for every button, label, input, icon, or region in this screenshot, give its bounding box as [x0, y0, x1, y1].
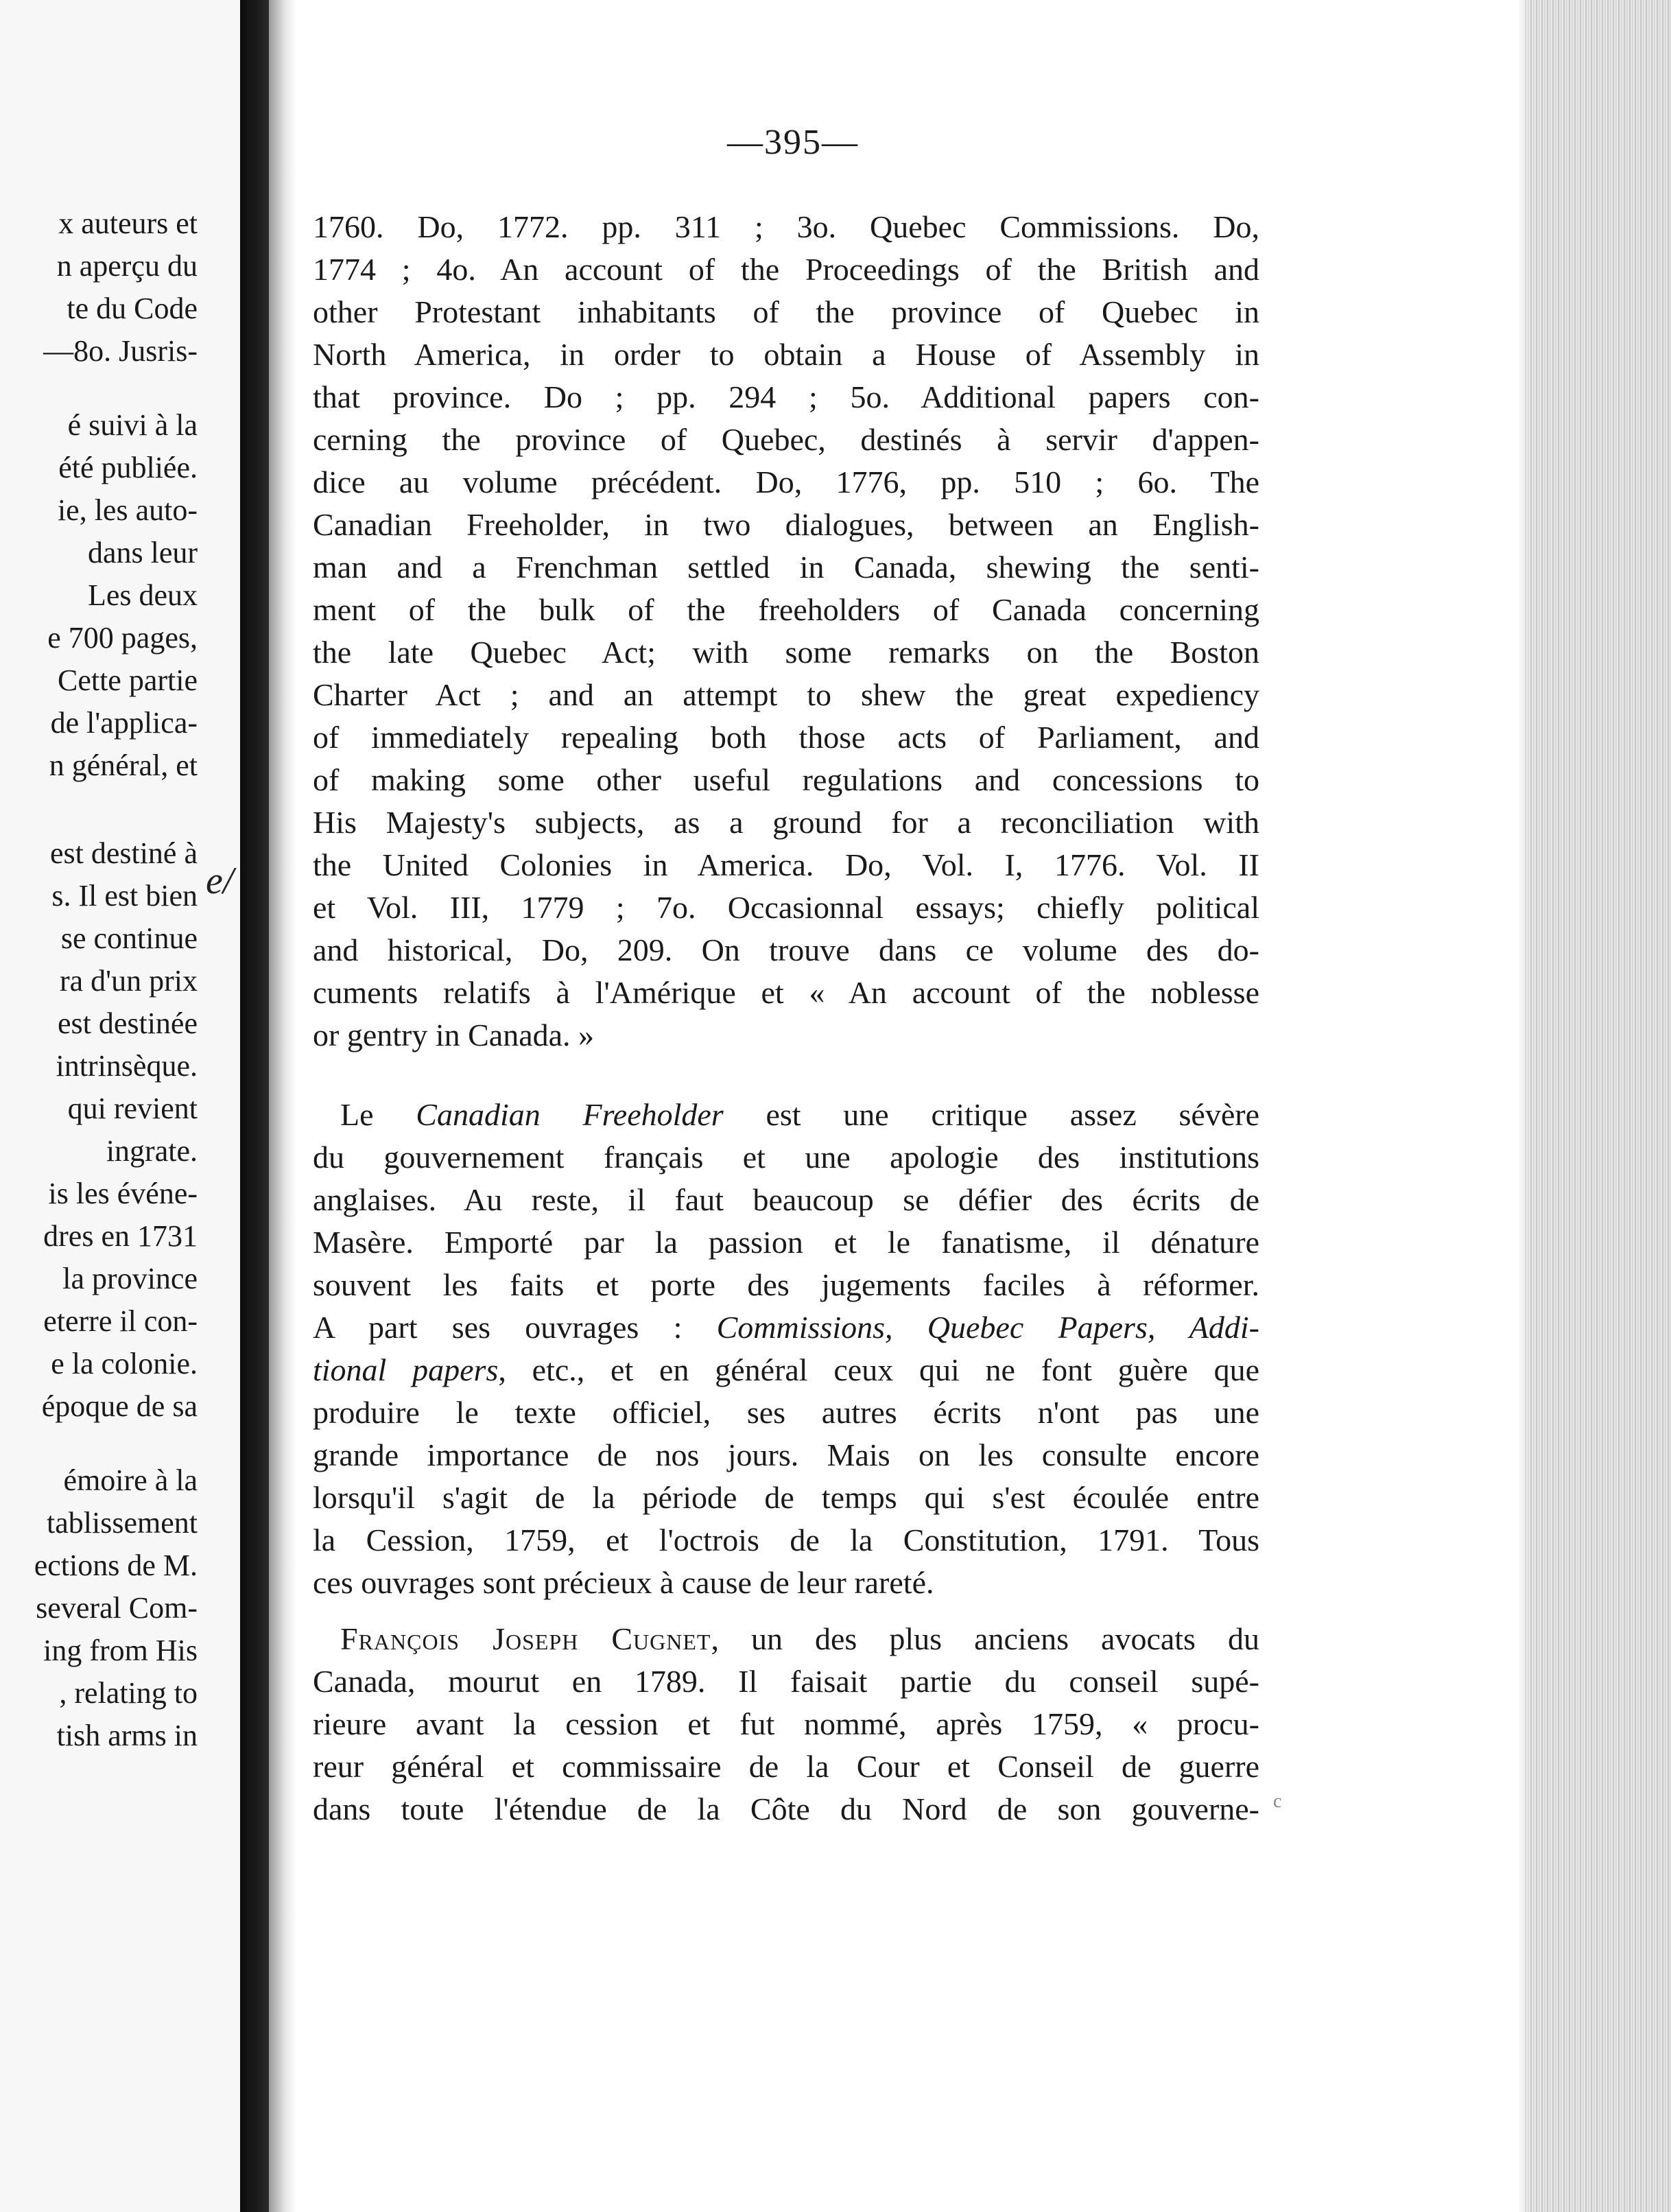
left-page-line: dans leur	[87, 536, 198, 569]
text-line: Masère. Emporté par la passion et le fanatisme, il dénature	[313, 1225, 1259, 1260]
left-page-line: x auteurs et	[58, 207, 198, 240]
left-page-line: —8o. Jusris-	[43, 334, 198, 368]
text-line: ment of the bulk of the freeholders of Canada concerning	[313, 592, 1259, 627]
left-page-line: e 700 pages,	[47, 621, 198, 655]
text-line: lorsqu'il s'agit de la période de temps qui s'est écoulée entre	[313, 1480, 1259, 1515]
left-page-line: ingrate.	[106, 1134, 198, 1168]
handwritten-margin-mark: e/	[206, 860, 234, 902]
text-line: produire le texte officiel, ses autres écrits n'ont pas une	[313, 1395, 1259, 1430]
text-line: or gentry in Canada. »	[313, 1017, 595, 1052]
text-line: A part ses ouvrages : Commissions, Quebec Papers, Addi-	[313, 1310, 1259, 1345]
text-line: His Majesty's subjects, as a ground for a reconciliation with	[313, 805, 1259, 840]
left-page-line: s. Il est bien	[51, 879, 198, 913]
left-page-line: se continue	[60, 921, 198, 955]
left-page-line: te du Code	[67, 292, 198, 325]
text-line: la Cession, 1759, et l'octrois de la Constitution, 1791. Tous	[313, 1522, 1259, 1557]
left-page-line: été publiée.	[58, 451, 198, 484]
left-page-line: Les deux	[87, 578, 198, 612]
book-gutter	[240, 0, 269, 2212]
gutter-shadow	[269, 0, 296, 2212]
text-line: of making some other useful regulations and concessions to	[313, 762, 1259, 797]
text-line: the late Quebec Act; with some remarks on the Boston	[313, 635, 1259, 670]
left-page-line: ections de M.	[34, 1549, 198, 1582]
left-page-line: la province	[62, 1262, 198, 1295]
text-line: et Vol. III, 1779 ; 7o. Occasionnal essays; chiefly political	[313, 890, 1259, 925]
text-line: man and a Frenchman settled in Canada, shewing the senti-	[313, 550, 1259, 585]
left-page-line: e la colonie.	[51, 1347, 198, 1380]
left-page-fragment	[0, 0, 240, 2212]
left-page-line: é suivi à la	[67, 408, 198, 442]
text-line: anglaises. Au reste, il faut beaucoup se défier des écrits de	[313, 1182, 1259, 1217]
left-page-line: dres en 1731	[43, 1219, 198, 1253]
left-page-line: ie, les auto-	[57, 493, 198, 527]
text-line: reur général et commissaire de la Cour et Conseil de guerre	[313, 1749, 1259, 1784]
left-page-line: est destiné à	[49, 836, 198, 870]
left-page-line: tablissement	[47, 1506, 198, 1540]
left-page-line: de l'applica-	[50, 706, 198, 740]
text-line: 1760. Do, 1772. pp. 311 ; 3o. Quebec Commissions. Do,	[313, 209, 1259, 244]
text-line: the United Colonies in America. Do, Vol. I, 1776. Vol. II	[313, 847, 1259, 882]
text-line: dice au volume précédent. Do, 1776, pp. 510 ; 6o. The	[313, 464, 1259, 499]
text-line: François Joseph Cugnet, un des plus anciens avocats du	[340, 1621, 1259, 1656]
page-edge-stack	[1517, 0, 1671, 2212]
text-line: tional papers, etc., et en général ceux qui ne font guère que	[313, 1352, 1260, 1387]
text-line: Canadian Freeholder, in two dialogues, between an English-	[313, 507, 1259, 542]
text-line: of immediately repealing both those acts of Parliament, and	[313, 720, 1259, 755]
text-line: Canada, mourut en 1789. Il faisait partie du conseil supé-	[313, 1664, 1259, 1699]
left-page-line: tish arms in	[56, 1719, 198, 1752]
text-line: North America, in order to obtain a House of Assembly in	[313, 337, 1259, 372]
left-page-line: ra d'un prix	[60, 964, 198, 998]
left-page-line: n aperçu du	[56, 249, 198, 283]
text-line: Le Canadian Freeholder est une critique assez sévère	[340, 1097, 1259, 1132]
left-page-line: , relating to	[59, 1676, 198, 1710]
text-line: 1774 ; 4o. An account of the Proceedings of the British and	[313, 252, 1259, 287]
text-line: ces ouvrages sont précieux à cause de leur rareté.	[313, 1565, 934, 1600]
text-line: souvent les faits et porte des jugements faciles à réformer.	[313, 1267, 1259, 1302]
left-page-line: Cette partie	[57, 663, 198, 697]
left-page-line: ing from His	[43, 1634, 198, 1667]
text-line: dans toute l'étendue de la Côte du Nord de son gouverne-	[313, 1791, 1259, 1826]
left-page-line: époque de sa	[41, 1389, 198, 1423]
left-page-line: qui revient	[67, 1092, 198, 1125]
person-name: François Joseph Cugnet	[340, 1621, 711, 1656]
text-line: and historical, Do, 209. On trouve dans ce volume des do-	[313, 932, 1259, 967]
page-number: —395—	[727, 123, 859, 162]
left-page-line: émoire à la	[63, 1463, 198, 1497]
edge-mark: c	[1273, 1791, 1282, 1812]
text-line: cuments relatifs à l'Amérique et « An account of the noblesse	[313, 975, 1259, 1010]
text-line: cerning the province of Quebec, destinés à servir d'appen-	[313, 422, 1259, 457]
left-page-line: several Com-	[36, 1591, 198, 1625]
text-line: that province. Do ; pp. 294 ; 5o. Additional papers con-	[313, 379, 1259, 414]
left-page-line: n général, et	[49, 749, 198, 782]
left-page-line: is les événe-	[48, 1177, 198, 1210]
left-page-line: est destinée	[57, 1007, 198, 1040]
text-line: grande importance de nos jours. Mais on les consulte encore	[313, 1437, 1259, 1472]
text-line: Charter Act ; and an attempt to shew the great expediency	[313, 677, 1259, 712]
text-line: rieure avant la cession et fut nommé, après 1759, « procu-	[313, 1706, 1259, 1741]
left-page-line: intrinsèque.	[56, 1049, 198, 1083]
text-line: du gouvernement français et une apologie des institutions	[313, 1140, 1259, 1175]
text-line: other Protestant inhabitants of the province of Quebec in	[313, 294, 1259, 329]
left-page-line: eterre il con-	[43, 1304, 198, 1338]
